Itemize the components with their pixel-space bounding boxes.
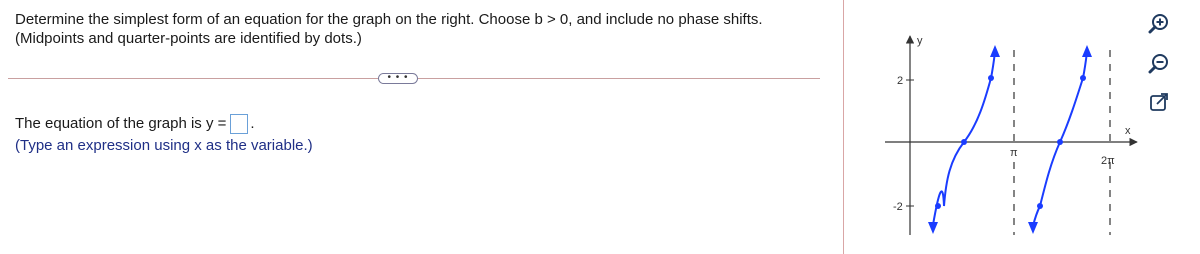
- zoom-in-button[interactable]: [1148, 13, 1170, 35]
- x-tick-label-pi: π: [1010, 147, 1018, 159]
- quarter-point-dot: [1037, 203, 1043, 209]
- zoom-out-icon: [1148, 53, 1170, 75]
- zoom-in-icon: [1148, 13, 1170, 35]
- y-tick-label-neg2: -2: [893, 201, 903, 213]
- question-line-1: Determine the simplest form of an equation for the graph on the right. Choose b > 0, and include no phase shifts.: [15, 11, 763, 28]
- question-line-2: (Midpoints and quarter-points are identified by dots.): [15, 30, 362, 47]
- tangent-branch-1: [933, 52, 995, 225]
- more-options-button[interactable]: • • •: [378, 73, 418, 84]
- arrow-branch-1-top: [990, 45, 1000, 57]
- y-axis-label: y: [917, 35, 923, 47]
- tangent-graph: [875, 30, 1145, 240]
- quarter-point-dot: [988, 75, 994, 81]
- midpoint-dot: [961, 139, 967, 145]
- answer-input[interactable]: [230, 114, 248, 134]
- x-axis-label: x: [1125, 125, 1131, 137]
- popout-button[interactable]: [1148, 91, 1170, 113]
- popout-icon: [1148, 91, 1170, 113]
- answer-hint: (Type an expression using x as the variable.): [15, 137, 313, 154]
- quarter-point-dot: [1080, 75, 1086, 81]
- quarter-point-dot: [935, 203, 941, 209]
- arrow-branch-1-bottom: [928, 222, 938, 234]
- question-text: [15, 10, 835, 48]
- section-divider: [8, 73, 820, 85]
- x-tick-label-2pi: 2π: [1101, 155, 1115, 167]
- arrow-branch-2-bottom: [1028, 222, 1038, 234]
- arrow-branch-2-top: [1082, 45, 1092, 57]
- answer-area: [15, 113, 313, 157]
- panel-separator: [843, 0, 844, 254]
- zoom-out-button[interactable]: [1148, 53, 1170, 75]
- answer-suffix: .: [250, 115, 255, 132]
- midpoint-dot: [1057, 139, 1063, 145]
- y-tick-label-2: 2: [897, 75, 904, 87]
- answer-prefix: The equation of the graph is y =: [15, 115, 227, 132]
